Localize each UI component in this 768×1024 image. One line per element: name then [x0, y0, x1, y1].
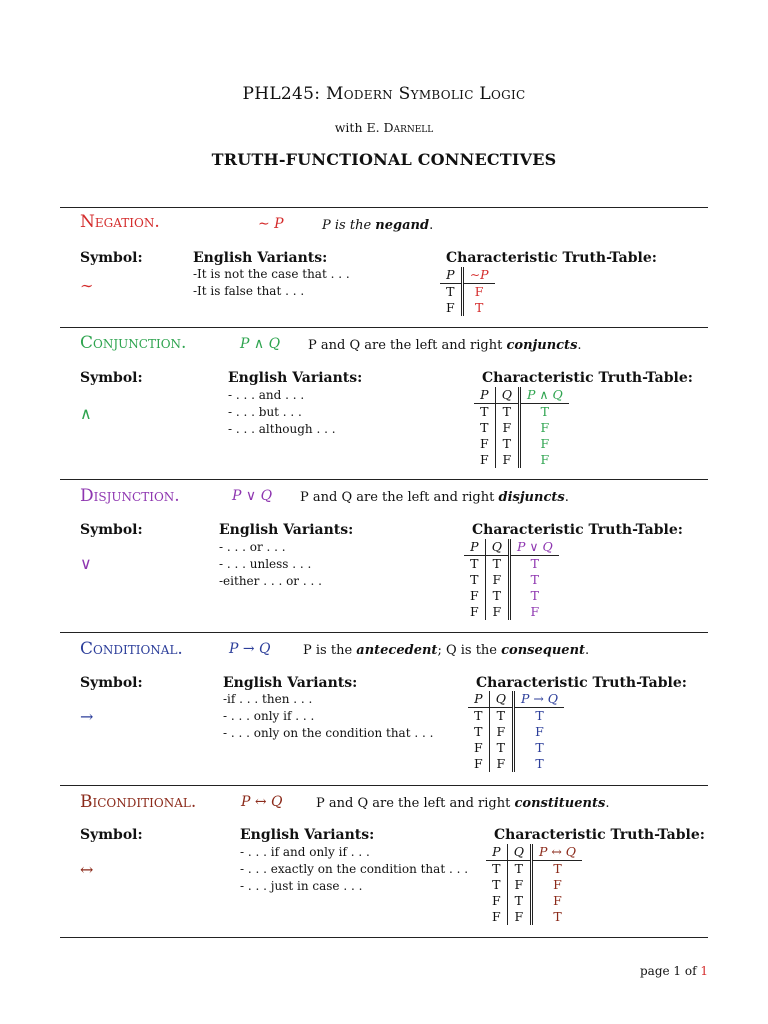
table-cell: F: [514, 909, 524, 924]
table-cell: T: [513, 740, 564, 756]
truth-table-label: Characteristic Truth-Table:: [446, 250, 657, 266]
variant-item: - . . . only if . . .: [223, 709, 315, 723]
desc-text: ; Q is the: [437, 643, 497, 658]
table-cell: F: [531, 893, 582, 909]
biconditional-formula: P ↔ Q: [241, 794, 283, 810]
table-header: Q: [507, 844, 531, 861]
table-cell: F: [502, 420, 512, 435]
table-cell: F: [509, 604, 558, 620]
negation-symbol: ∼: [80, 276, 94, 295]
table-header: P: [440, 267, 462, 284]
biconditional-variants: [240, 844, 468, 895]
variant-item: - . . . unless . . .: [219, 557, 312, 571]
variant-item: -either . . . or . . .: [219, 574, 322, 588]
negation-description: [322, 218, 433, 233]
page-heading: TRUTH-FUNCTIONAL CONNECTIVES: [211, 150, 557, 169]
table-cell: T: [496, 740, 505, 755]
subtitle-prefix: with: [334, 120, 363, 135]
negation-variants: [193, 266, 350, 300]
variant-item: - . . . exactly on the condition that . . .: [240, 862, 469, 876]
desc-text: P is the: [303, 643, 353, 658]
desc-end: .: [605, 796, 610, 811]
table-cell: F: [496, 724, 506, 739]
table-cell: F: [474, 284, 484, 299]
table-cell: F: [496, 756, 506, 771]
document-subtitle: [0, 120, 768, 135]
table-cell: T: [531, 909, 582, 925]
table-cell: F: [474, 436, 495, 452]
table-header: Q: [485, 539, 509, 556]
symbol-label: Symbol:: [80, 827, 143, 843]
desc-term: consequent: [501, 643, 586, 658]
variant-item: - . . . and . . .: [228, 388, 305, 402]
table-cell: T: [514, 861, 523, 876]
table-cell: T: [502, 436, 511, 451]
table-cell: F: [474, 452, 495, 468]
page-number-text: page 1 of: [640, 964, 697, 978]
table-cell: F: [502, 452, 512, 467]
english-variants-label: English Variants:: [240, 827, 375, 843]
table-cell: T: [492, 556, 501, 571]
table-cell: F: [514, 877, 524, 892]
variant-item: - . . . just in case . . .: [240, 879, 363, 893]
desc-end: .: [564, 490, 569, 505]
table-header: P: [464, 539, 485, 556]
biconditional-description: [316, 796, 609, 811]
conjunction-description: [308, 338, 582, 353]
table-cell: T: [502, 404, 511, 419]
table-cell: F: [486, 909, 507, 925]
biconditional-truth-table: [486, 844, 582, 925]
conjunction-title: Conjunction.: [80, 333, 187, 353]
negation-title: Negation.: [80, 212, 160, 232]
page-number: [640, 964, 708, 978]
conditional-variants: [223, 691, 433, 742]
desc-term: conjuncts: [506, 338, 578, 353]
table-cell: T: [474, 404, 495, 421]
table-cell: F: [486, 893, 507, 909]
table-cell: F: [531, 877, 582, 893]
negation-formula: ∼ P: [258, 216, 284, 232]
table-cell: T: [492, 588, 501, 603]
variant-item: - . . . or . . .: [219, 540, 286, 554]
variant-item: - . . . but . . .: [228, 405, 302, 419]
instructor-name: E. Darnell: [366, 120, 434, 135]
table-cell: T: [474, 420, 495, 436]
table-header: P → Q: [513, 691, 564, 708]
table-cell: T: [468, 708, 489, 725]
table-cell: T: [496, 708, 505, 723]
variant-item: - . . . only on the condition that . . .: [223, 726, 434, 740]
table-header: P: [486, 844, 507, 861]
symbol-label: Symbol:: [80, 522, 143, 538]
table-cell: T: [464, 572, 485, 588]
disjunction-symbol: ∨: [80, 554, 92, 573]
conditional-description: [303, 643, 589, 658]
truth-table-label: Characteristic Truth-Table:: [472, 522, 683, 538]
conditional-truth-table: [468, 691, 564, 772]
table-cell: F: [464, 588, 485, 604]
table-cell: T: [514, 893, 523, 908]
truth-table-label: Characteristic Truth-Table:: [494, 827, 705, 843]
conditional-symbol: →: [80, 707, 94, 726]
disjunction-description: [300, 490, 569, 505]
truth-table-label: Characteristic Truth-Table:: [476, 675, 687, 691]
desc-text: P and Q are the left and right: [308, 338, 503, 353]
table-cell: T: [474, 300, 484, 315]
table-header: P ∨ Q: [509, 539, 558, 556]
variant-item: - . . . although . . .: [228, 422, 336, 436]
biconditional-symbol: ↔: [80, 860, 94, 879]
section-divider: [60, 207, 708, 208]
page-total-link[interactable]: 1: [700, 964, 709, 978]
biconditional-title: Biconditional.: [80, 792, 197, 812]
table-cell: T: [486, 877, 507, 893]
table-cell: T: [509, 556, 558, 573]
section-divider: [60, 327, 708, 328]
variant-item: - . . . if and only if . . .: [240, 845, 370, 859]
negation-truth-table: [440, 267, 495, 316]
english-variants-label: English Variants:: [219, 522, 354, 538]
symbol-label: Symbol:: [80, 370, 143, 386]
conditional-formula: P → Q: [229, 641, 271, 657]
table-cell: F: [492, 572, 502, 587]
table-cell: F: [440, 300, 462, 316]
table-cell: T: [519, 404, 568, 421]
table-cell: T: [440, 284, 462, 301]
conjunction-truth-table: [474, 387, 569, 468]
table-cell: F: [492, 604, 502, 619]
truth-table-label: Characteristic Truth-Table:: [482, 370, 693, 386]
desc-term: disjuncts: [498, 490, 565, 505]
english-variants-label: English Variants:: [223, 675, 358, 691]
desc-term: antecedent: [356, 643, 438, 658]
conjunction-symbol: ∧: [80, 404, 92, 423]
disjunction-variants: [219, 539, 322, 590]
desc-text: P is the: [322, 218, 372, 233]
table-cell: T: [509, 572, 558, 588]
table-header: P: [474, 387, 495, 404]
english-variants-label: English Variants:: [228, 370, 363, 386]
section-divider: [60, 632, 708, 633]
table-cell: F: [519, 420, 568, 436]
conditional-title: Conditional.: [80, 639, 183, 659]
desc-end: .: [577, 338, 582, 353]
variant-item: -It is false that . . .: [193, 284, 305, 298]
disjunction-truth-table: [464, 539, 559, 620]
desc-term: constituents: [514, 796, 606, 811]
table-cell: F: [519, 452, 568, 468]
table-header: P ∧ Q: [519, 387, 568, 404]
disjunction-title: Disjunction.: [80, 486, 180, 506]
desc-text: P and Q are the left and right: [316, 796, 511, 811]
section-divider: [60, 937, 708, 938]
table-header: P: [468, 691, 489, 708]
table-cell: T: [513, 756, 564, 772]
table-cell: T: [468, 724, 489, 740]
desc-end: .: [429, 218, 434, 233]
section-divider: [60, 479, 708, 480]
table-header: Q: [495, 387, 519, 404]
variant-item: -It is not the case that . . .: [193, 267, 350, 281]
desc-end: .: [585, 643, 590, 658]
table-cell: F: [464, 604, 485, 620]
conjunction-variants: [228, 387, 336, 438]
table-cell: F: [513, 724, 564, 740]
table-cell: T: [509, 588, 558, 604]
section-divider: [60, 785, 708, 786]
symbol-label: Symbol:: [80, 250, 143, 266]
variant-item: -if . . . then . . .: [223, 692, 313, 706]
symbol-label: Symbol:: [80, 675, 143, 691]
table-header: P ↔ Q: [531, 844, 582, 861]
table-cell: F: [519, 436, 568, 452]
table-cell: T: [486, 861, 507, 878]
table-cell: T: [531, 861, 582, 878]
desc-term: negand: [375, 218, 430, 233]
table-cell: T: [464, 556, 485, 573]
table-header: ∼P: [462, 267, 494, 284]
table-header: Q: [489, 691, 513, 708]
document-title: PHL245: Modern Symbolic Logic: [242, 84, 526, 104]
desc-text: P and Q are the left and right: [300, 490, 495, 505]
table-cell: F: [468, 756, 489, 772]
table-cell: F: [468, 740, 489, 756]
table-cell: T: [513, 708, 564, 725]
english-variants-label: English Variants:: [193, 250, 328, 266]
conjunction-formula: P ∧ Q: [240, 336, 281, 352]
disjunction-formula: P ∨ Q: [232, 488, 273, 504]
